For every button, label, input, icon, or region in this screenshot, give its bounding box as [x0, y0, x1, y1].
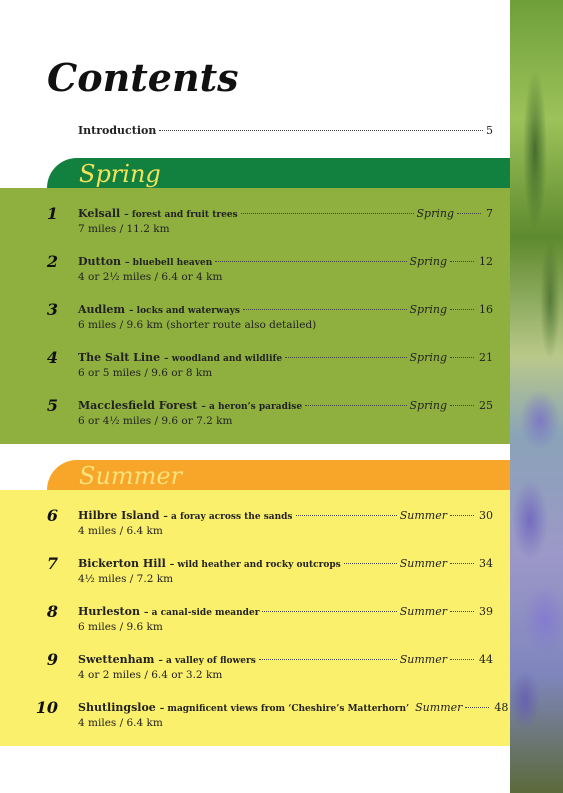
walk-season: Summer [399, 653, 447, 666]
dot-leader [259, 659, 397, 660]
walk-name: Macclesfield Forest [78, 399, 198, 412]
walk-distance: 6 miles / 9.6 km (shorter route also detailed) [78, 319, 317, 331]
dot-leader [450, 405, 474, 406]
toc-walk-entry[interactable] [0, 202, 510, 242]
walk-distance: 4 miles / 6.4 km [78, 717, 163, 729]
walk-name: Bickerton Hill [78, 557, 166, 570]
walk-season: Summer [399, 509, 447, 522]
walk-title-line [78, 303, 493, 316]
walk-number: 10 [35, 698, 58, 717]
spring-section-tab [47, 158, 510, 188]
spring-heading: Spring [79, 160, 161, 188]
walk-name: Swettenham [78, 653, 155, 666]
walk-subtitle: – woodland and wildlife [164, 354, 283, 364]
walk-number: 9 [46, 650, 58, 669]
walk-season: Spring [409, 351, 447, 364]
dot-leader [243, 309, 407, 310]
walk-name: Audlem [78, 303, 126, 316]
walk-season: Spring [409, 303, 447, 316]
dot-leader [465, 707, 489, 708]
summer-heading: Summer [79, 462, 183, 490]
walk-title-line [78, 399, 493, 412]
walk-name: Hurleston [78, 605, 140, 618]
walk-distance: 6 or 4½ miles / 9.6 or 7.2 km [78, 415, 233, 427]
introduction-label: Introduction [78, 124, 157, 137]
walk-subtitle: – wild heather and rocky outcrops [169, 560, 341, 570]
walk-subtitle: – a heron’s paradise [201, 402, 303, 412]
dot-leader [450, 611, 474, 612]
walk-name: Dutton [78, 255, 122, 268]
toc-walk-entry[interactable] [0, 250, 510, 290]
dot-leader [450, 515, 474, 516]
walk-number: 7 [46, 554, 58, 573]
walk-season: Summer [399, 605, 447, 618]
dot-leader [296, 515, 397, 516]
walk-page: 7 [486, 207, 493, 220]
dot-leader [344, 563, 397, 564]
toc-walk-entry[interactable] [0, 394, 510, 434]
walk-name: The Salt Line [78, 351, 161, 364]
walk-title-line [78, 701, 509, 714]
toc-walk-entry[interactable] [0, 696, 510, 736]
walk-subtitle: – magnificent views from ‘Cheshire’s Matterhorn’ [159, 704, 410, 714]
walk-title-line [78, 207, 493, 220]
walk-distance: 4 miles / 6.4 km [78, 525, 163, 537]
walk-page: 30 [479, 509, 493, 522]
dot-leader [262, 611, 396, 612]
dot-leader [457, 213, 481, 214]
walk-name: Hilbre Island [78, 509, 160, 522]
dot-leader [215, 261, 406, 262]
walk-title-line [78, 557, 493, 570]
walk-distance: 4 or 2 miles / 6.4 or 3.2 km [78, 669, 223, 681]
walk-page: 21 [479, 351, 493, 364]
walk-title-line [78, 653, 493, 666]
walk-distance: 4 or 2½ miles / 6.4 or 4 km [78, 271, 223, 283]
walk-season: Spring [409, 399, 447, 412]
toc-walk-entry[interactable] [0, 298, 510, 338]
walk-subtitle: – a canal-side meander [143, 608, 260, 618]
walk-distance: 4½ miles / 7.2 km [78, 573, 174, 585]
walk-distance: 6 or 5 miles / 9.6 or 8 km [78, 367, 213, 379]
walk-title-line [78, 351, 493, 364]
toc-walk-entry[interactable] [0, 552, 510, 592]
walk-number: 1 [46, 204, 58, 223]
walk-name: Kelsall [78, 207, 121, 220]
dot-leader [305, 405, 406, 406]
walk-number: 3 [46, 300, 58, 319]
walk-page: 44 [479, 653, 493, 666]
dot-leader [450, 563, 474, 564]
walk-season: Summer [399, 557, 447, 570]
walk-number: 6 [46, 506, 58, 525]
walk-distance: 6 miles / 9.6 km [78, 621, 163, 633]
walk-page: 16 [479, 303, 493, 316]
walk-number: 5 [46, 396, 58, 415]
walk-title-line [78, 255, 493, 268]
walk-title-line [78, 509, 493, 522]
walk-subtitle: – locks and waterways [129, 306, 240, 316]
dot-leader [285, 357, 406, 358]
introduction-page: 5 [486, 124, 493, 137]
walk-subtitle: – bluebell heaven [125, 258, 213, 268]
walk-subtitle: – forest and fruit trees [124, 210, 238, 220]
walk-number: 4 [46, 348, 58, 367]
dot-leader [450, 261, 474, 262]
walk-number: 2 [46, 252, 58, 271]
bluebell-photo-strip [510, 0, 563, 793]
summer-section-tab [47, 460, 510, 490]
walk-page: 39 [479, 605, 493, 618]
walk-season: Spring [416, 207, 454, 220]
walk-subtitle: – a foray across the sands [163, 512, 293, 522]
walk-page: 48 [494, 701, 509, 714]
toc-walk-entry[interactable] [0, 346, 510, 386]
walk-distance: 7 miles / 11.2 km [78, 223, 170, 235]
toc-walk-entry[interactable] [0, 648, 510, 688]
walk-season: Summer [415, 701, 463, 714]
walk-page: 12 [479, 255, 493, 268]
walk-page: 34 [479, 557, 493, 570]
walk-name: Shutlingsloe [78, 701, 156, 714]
dot-leader [159, 130, 483, 131]
toc-walk-entry[interactable] [0, 600, 510, 640]
walk-subtitle: – a valley of flowers [158, 656, 256, 666]
page-title: Contents [47, 55, 239, 100]
toc-walk-entry[interactable] [0, 504, 510, 544]
dot-leader [450, 357, 474, 358]
toc-introduction[interactable] [78, 124, 493, 137]
dot-leader [450, 659, 474, 660]
walk-number: 8 [46, 602, 58, 621]
walk-title-line [78, 605, 493, 618]
walk-season: Spring [409, 255, 447, 268]
dot-leader [241, 213, 414, 214]
walk-page: 25 [479, 399, 493, 412]
dot-leader [450, 309, 474, 310]
